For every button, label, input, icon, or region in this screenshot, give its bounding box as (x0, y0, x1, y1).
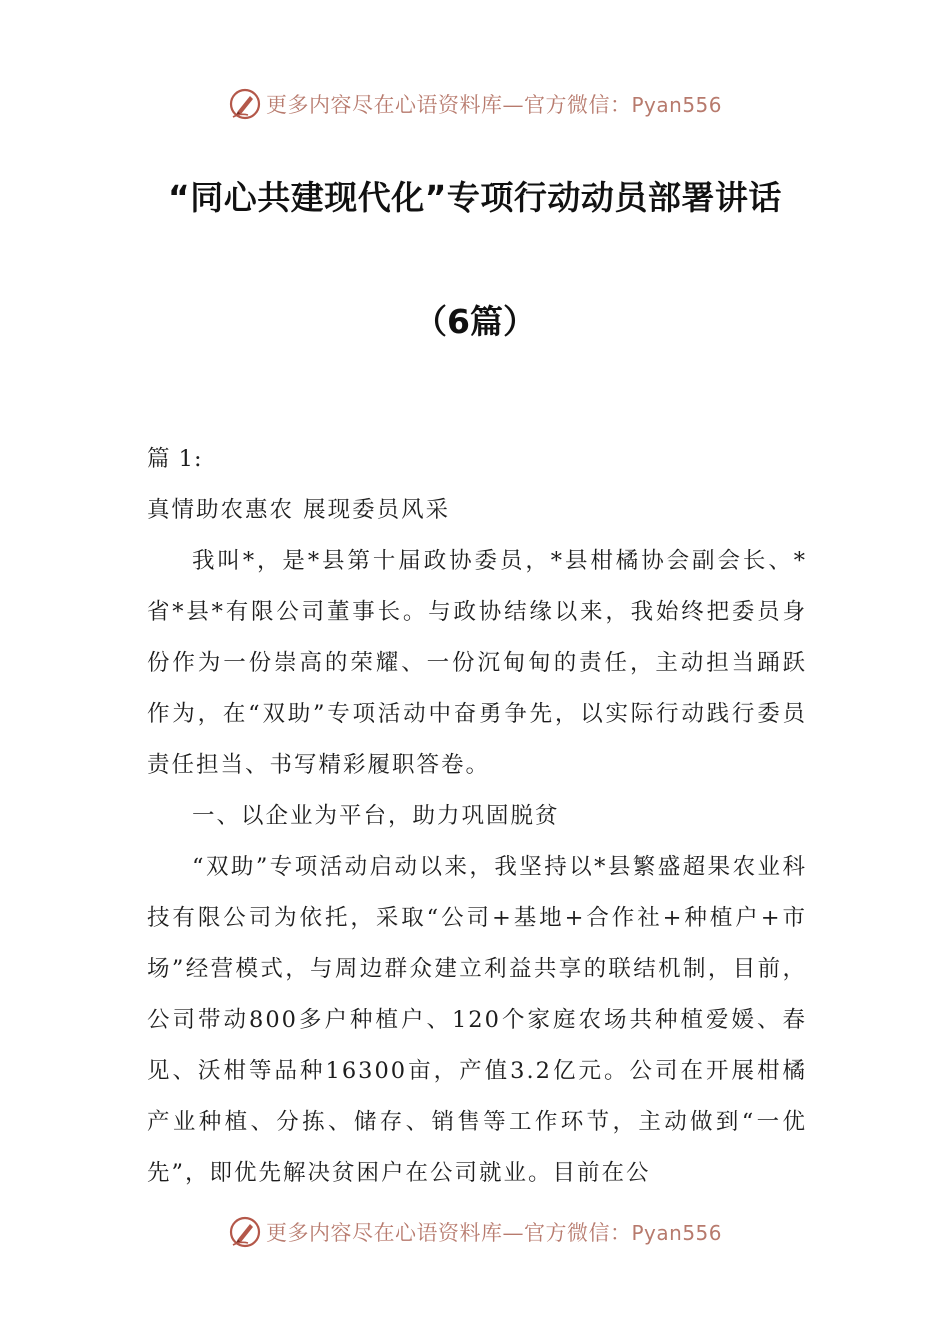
section-label: 篇 1: (147, 446, 203, 472)
paragraph: “双助”专项活动启动以来，我坚持以*县繁盛超果农业科技有限公司为依托，采取“公司+基地+合作社+种植户+市场”经营模式，与周边群众建立利益共享的联结机制，目前，公司带动800多户种植户、120个家庭农场共种植爱媛、春见、沃柑等品种16300亩，产值3.2亿元。公司在开展柑橘产业种植、分拣、储存、销售等工作环节，主动做到“一优先”，即优先解决贫困户在公司就业。目前在公 (147, 854, 807, 1186)
header-watermark (0, 84, 950, 124)
watermark-text: 更多内容尽在心语资料库—官方微信：Pyan556 (265, 93, 722, 117)
document-subtitle: （6篇） (414, 302, 536, 341)
pen-in-circle-icon (228, 1215, 262, 1249)
watermark-text: 更多内容尽在心语资料库—官方微信：Pyan556 (265, 1221, 722, 1245)
pen-in-circle-icon (228, 87, 262, 121)
paragraph: 我叫*，是*县第十届政协委员，*县柑橘协会副会长、*省*县*有限公司董事长。与政协结缘以来，我始终把委员身份作为一份崇高的荣耀、一份沉甸甸的责任，主动担当踊跃作为，在“双助”专项活动中奋勇争先，以实际行动践行委员责任担当、书写精彩履职答卷。 (147, 548, 807, 778)
document-title: “同心共建现代化”专项行动动员部署讲话 (168, 178, 782, 217)
wechat-id: Pyan556 (631, 93, 722, 117)
document-body (147, 434, 807, 1199)
article-title: 真情助农惠农 展现委员风采 (147, 497, 451, 523)
wechat-id: Pyan556 (631, 1221, 722, 1245)
section-heading: 一、以企业为平台，助力巩固脱贫 (192, 803, 560, 829)
footer-watermark (0, 1212, 950, 1252)
